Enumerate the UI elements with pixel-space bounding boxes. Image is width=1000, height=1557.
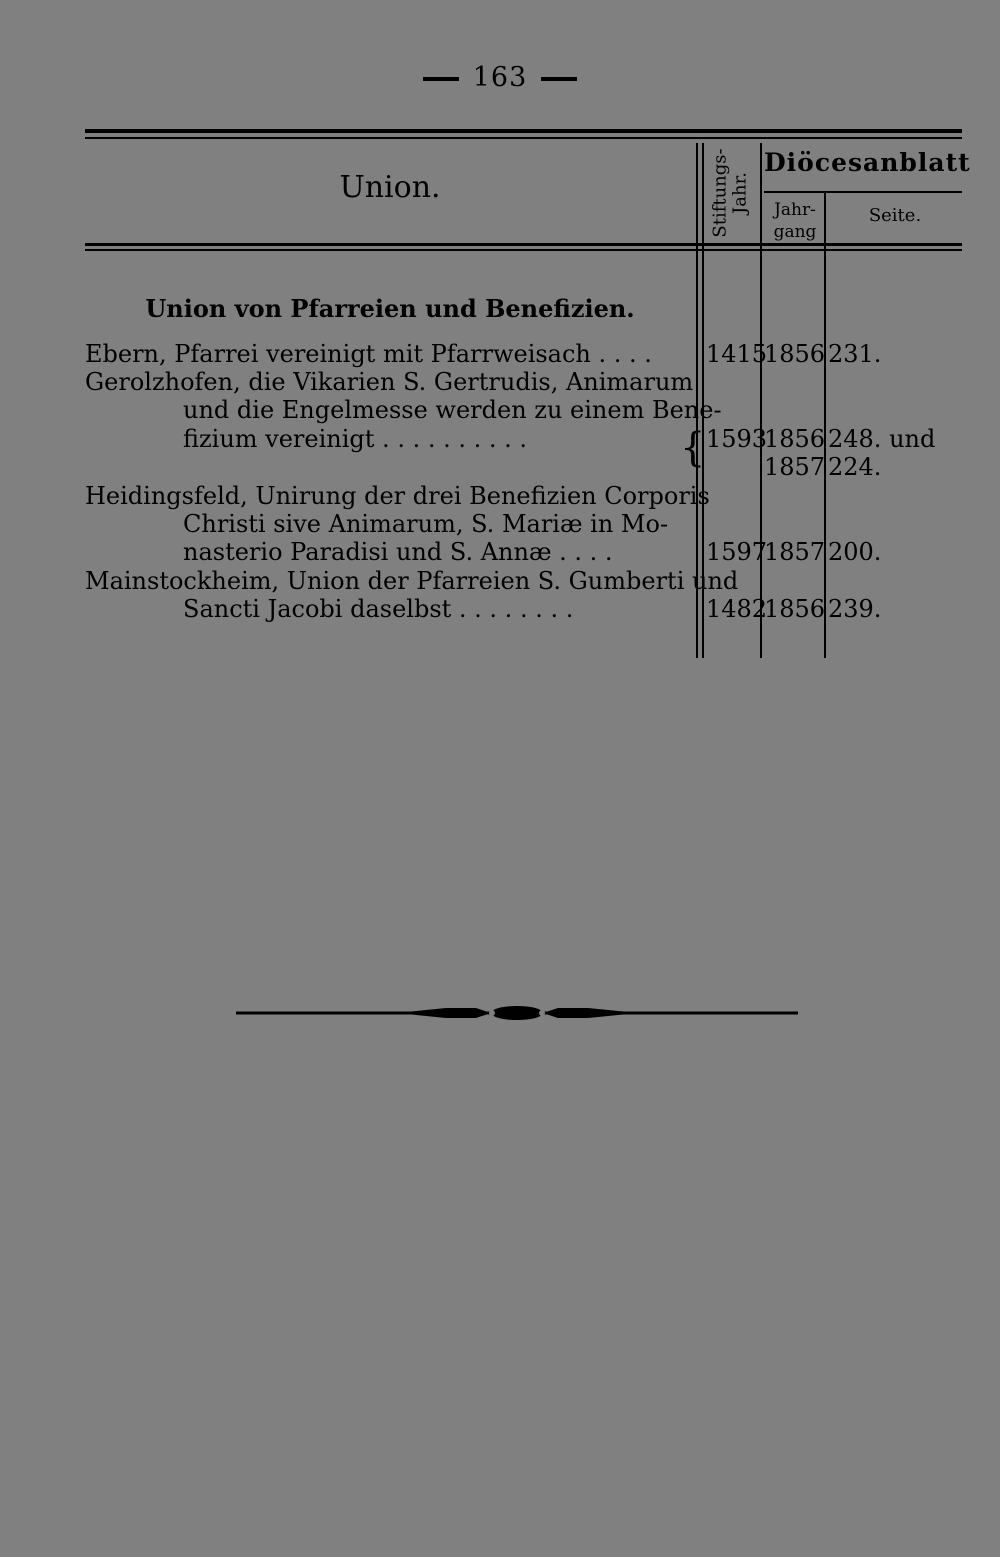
seite-value: 231. — [828, 340, 882, 368]
top-rule-thick — [85, 129, 962, 133]
seite-value: 239. — [828, 595, 882, 623]
seite-value: 200. — [828, 538, 882, 566]
entry-line: Sancti Jacobi daselbst . . . . . . . . — [183, 595, 574, 623]
entry-line: Ebern, Pfarrei vereinigt mit Pfarrweisach . . . . — [85, 340, 652, 368]
jahrgang-value: 1857 — [764, 453, 826, 481]
right-dash — [541, 77, 577, 81]
jahrgang-value: 1856 — [764, 425, 826, 453]
entry-line: Heidingsfeld, Unirung der drei Benefizien Corporis — [85, 482, 710, 510]
header-stiftungs-jahr — [704, 143, 758, 243]
page-number-text: 163 — [472, 62, 528, 93]
header-union: Union. — [339, 170, 441, 205]
header-dioecesanblatt: Diöcesanblatt — [764, 148, 971, 177]
entry-line: und die Engelmesse werden zu einem Bene- — [183, 396, 722, 424]
entry-line: Gerolzhofen, die Vikarien S. Gertrudis, Animarum — [85, 368, 694, 396]
seite-value: 224. — [828, 453, 882, 481]
entry-line: nasterio Paradisi und S. Annæ . . . . — [183, 538, 613, 566]
header-stiftungs-jahr-text: Stiftungs- Jahr. — [710, 148, 751, 238]
stiftung-value: 1415 — [706, 340, 768, 368]
brace: { — [680, 425, 706, 471]
entry-line: Christi sive Animarum, S. Mariæ in Mo- — [183, 510, 669, 538]
jahrgang-value: 1856 — [764, 340, 826, 368]
header-rule-thin — [85, 249, 962, 251]
stiftung-value: 1597 — [706, 538, 768, 566]
entry-line: fizium vereinigt . . . . . . . . . . — [183, 425, 528, 453]
header-rule-thick — [85, 243, 962, 246]
jahrgang-value: 1856 — [764, 595, 826, 623]
header-jahrgang: Jahr- gang — [773, 200, 817, 242]
col-divider-2 — [760, 143, 762, 658]
ornament-divider — [236, 1005, 798, 1021]
page-number — [0, 62, 1000, 93]
seite-value: 248. und — [828, 425, 936, 453]
jahrgang-value: 1857 — [764, 538, 826, 566]
section-title: Union von Pfarreien und Benefizien. — [145, 294, 635, 323]
left-dash — [423, 77, 459, 81]
dioecesan-sub-rule — [764, 191, 962, 193]
entry-line: Mainstockheim, Union der Pfarreien S. Gumberti und — [85, 567, 739, 595]
stiftung-value: 1593 — [706, 425, 768, 453]
stiftung-value: 1482 — [706, 595, 768, 623]
header-seite: Seite. — [868, 205, 922, 226]
top-rule-thin — [85, 137, 962, 139]
